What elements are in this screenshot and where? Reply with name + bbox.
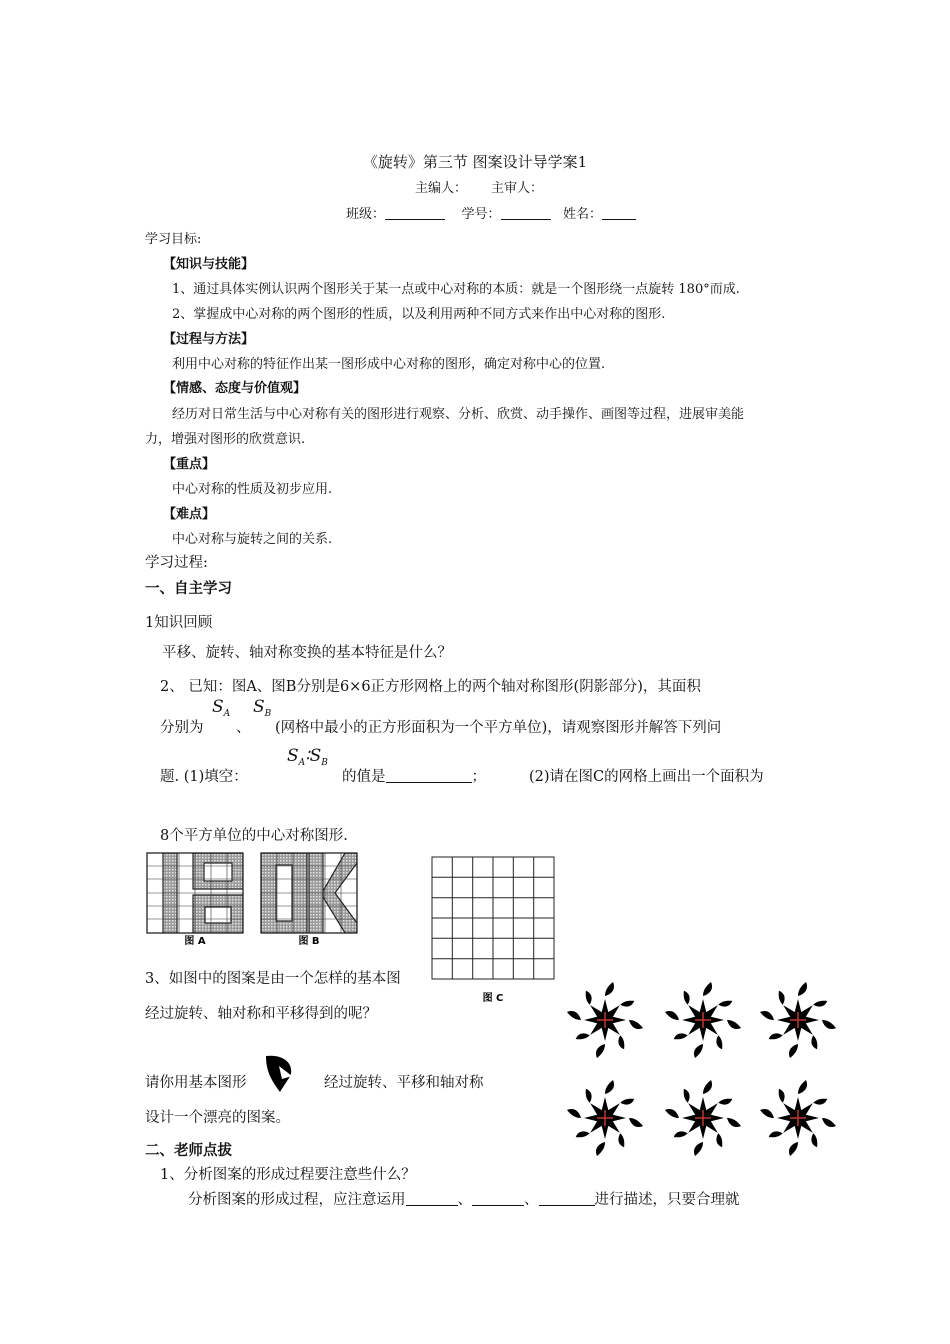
ratio-answer-blank[interactable] <box>386 770 472 783</box>
knowledge-item-1: 1、通过具体实例认识两个图形关于某一点或中心对称的本质：就是一个图形绕一点旋转 180°而成. <box>172 282 740 297</box>
objectives-heading: 学习目标: <box>145 232 202 247</box>
question-3-line-2: 经过旋转、轴对称和平移得到的呢？ <box>145 1006 377 1022</box>
id-label: 学号： <box>461 207 501 222</box>
item-1-heading: 1知识回顾 <box>145 615 213 631</box>
question-3-line-4: 设计一个漂亮的图案。 <box>145 1110 290 1126</box>
section-1-heading: 一、自主学习 <box>145 580 232 597</box>
figure-c-caption: 图 C <box>482 993 504 1004</box>
question-3-line-3-start: 请你用基本图形 <box>145 1075 247 1091</box>
flower-6 <box>760 1080 836 1156</box>
knowledge-heading: 【知识与技能】 <box>163 257 255 272</box>
question-3-line-1: 3、如图中的图案是由一个怎样的基本图 <box>145 971 401 987</box>
figure-b-caption: 图 B <box>298 936 320 947</box>
question-2-line-3-end: (2)请在图C的网格上画出一个面积为 <box>529 769 764 785</box>
question-2-line-3-mid: 的值是 ； <box>342 769 486 785</box>
key-point-heading: 【重点】 <box>163 457 216 472</box>
emotion-line-1: 经历对日常生活与中心对称有关的图形进行观察、分析、欣赏、动手操作、画图等过程，进展审美能 <box>172 407 745 422</box>
flower-2 <box>665 982 741 1058</box>
class-blank[interactable] <box>385 207 445 220</box>
process-heading: 学习过程: <box>145 555 208 571</box>
flower-pattern <box>560 968 845 1173</box>
emotion-line-2: 力，增强对图形的欣赏意识. <box>145 432 306 447</box>
teacher-point-2: 分析图案的形成过程，应注意运用 、 、 进行描述，只要合理就 <box>188 1192 740 1208</box>
student-info-line <box>346 203 636 222</box>
method-blank-2[interactable] <box>472 1193 524 1206</box>
question-2-line-2-end: (网格中最小的正方形面积为一个平方单位)，请观察图形并解答下列问 <box>275 720 722 736</box>
class-label: 班级： <box>346 207 386 222</box>
reviewer-label: 主审人： <box>491 181 544 196</box>
chief-editor-label: 主编人： <box>415 181 468 196</box>
figure-b-ok <box>259 851 363 947</box>
figure-c-grid[interactable] <box>430 855 560 1005</box>
name-blank[interactable] <box>602 207 636 220</box>
question-3-line-3-end: 经过旋转、平移和轴对称 <box>324 1075 484 1091</box>
section-2-heading: 二、老师点拔 <box>145 1142 232 1159</box>
method-blank-3[interactable] <box>539 1193 595 1206</box>
symbol-ratio: $S_A∶S_B$ <box>287 746 328 768</box>
flower-5 <box>665 1080 741 1156</box>
flower-3 <box>760 982 836 1058</box>
question-1: 平移、旋转、轴对称变换的基本特征是什么？ <box>162 645 452 661</box>
symbol-sa: $S_A$ <box>212 697 231 719</box>
process-method-item: 利用中心对称的特征作出某一图形成中心对称的图形，确定对称中心的位置. <box>172 357 606 372</box>
emotion-heading: 【情感、态度与价值观】 <box>163 381 307 396</box>
difficulty-heading: 【难点】 <box>163 507 216 522</box>
name-label: 姓名： <box>562 207 602 222</box>
method-blank-1[interactable] <box>406 1193 458 1206</box>
symbol-sb: $S_B$ <box>253 697 272 719</box>
id-blank[interactable] <box>501 207 551 220</box>
basic-shape-icon <box>258 1054 298 1094</box>
page-title: 《旋转》第三节 图案设计导学案1 <box>362 153 588 171</box>
teacher-point-1: 1、分析图案的形成过程要注意些什么？ <box>160 1167 416 1183</box>
flower-1 <box>567 982 643 1058</box>
editors-line <box>415 177 567 196</box>
process-method-heading: 【过程与方法】 <box>163 332 255 347</box>
knowledge-item-2: 2、掌握成中心对称的两个图形的性质，以及利用两种不同方式来作出中心对称的图形. <box>172 307 666 322</box>
key-point-item: 中心对称的性质及初步应用. <box>172 482 333 497</box>
question-2-line-3-start: 题. (1)填空： <box>160 769 248 785</box>
figure-a-180 <box>145 851 249 947</box>
figure-a-caption: 图 A <box>184 936 206 947</box>
question-2-line-4: 8个平方单位的中心对称图形. <box>160 828 348 844</box>
question-2-line-1: 2、 已知：图A、图B分别是6×6正方形网格上的两个轴对称图形(阴影部分)，其面积 <box>160 679 701 695</box>
symbol-separator: 、 <box>236 720 251 736</box>
difficulty-item: 中心对称与旋转之间的关系. <box>172 532 333 547</box>
flower-4 <box>567 1080 643 1156</box>
question-2-line-2-start: 分别为 <box>160 720 204 736</box>
